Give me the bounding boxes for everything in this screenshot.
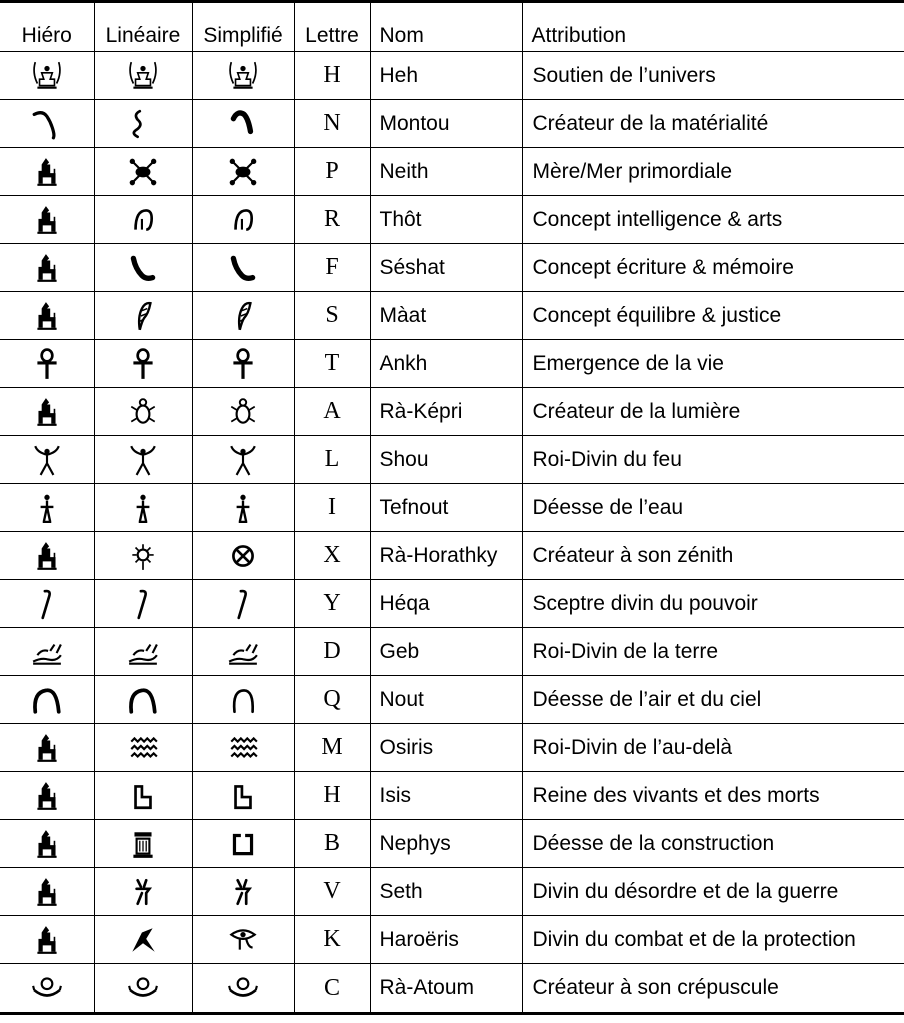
table-row: [0, 964, 904, 1014]
seated-god-with-palm-ribs-icon: [31, 60, 63, 92]
cell-simplifie: [192, 436, 294, 484]
crook-sceptre-icon: [31, 588, 63, 620]
cell-nom: Haroëris: [370, 916, 522, 964]
table-row: [0, 916, 904, 964]
cell-nom: Geb: [370, 628, 522, 676]
cell-simplifie: [192, 772, 294, 820]
table-row: [0, 580, 904, 628]
serpent-staff-icon: [31, 108, 63, 140]
cell-hiero: [0, 244, 94, 292]
cell-hiero: [0, 52, 94, 100]
cell-lettre: D: [294, 628, 370, 676]
cell-nom: Nephys: [370, 820, 522, 868]
cell-lettre: S: [294, 292, 370, 340]
table-row: [0, 724, 904, 772]
crook-sceptre-icon: [227, 588, 259, 620]
cell-attribution: Divin du désordre et de la guerre: [522, 868, 904, 916]
cell-lettre: H: [294, 772, 370, 820]
cell-nom: Héqa: [370, 580, 522, 628]
sun-barque-icon: [127, 972, 159, 1004]
cell-attribution: Créateur de la lumière: [522, 388, 904, 436]
cell-lettre: P: [294, 148, 370, 196]
cell-lettre: Y: [294, 580, 370, 628]
table-body: [0, 52, 904, 1014]
table-row: [0, 196, 904, 244]
cell-simplifie: [192, 916, 294, 964]
crossed-arrows-shield-icon: [227, 156, 259, 188]
cell-lettre: B: [294, 820, 370, 868]
cell-attribution: Sceptre divin du pouvoir: [522, 580, 904, 628]
cell-hiero: [0, 196, 94, 244]
cell-attribution: Créateur à son crépuscule: [522, 964, 904, 1014]
arch-icon: [227, 684, 259, 716]
cell-nom: Thôt: [370, 196, 522, 244]
serpent-curl-icon: [227, 108, 259, 140]
cell-attribution: Concept équilibre & justice: [522, 292, 904, 340]
cell-nom: Rà-Képri: [370, 388, 522, 436]
sun-barque-icon: [227, 972, 259, 1004]
cell-nom: Rà-Atoum: [370, 964, 522, 1014]
cell-lineaire: [94, 340, 192, 388]
cell-simplifie: [192, 628, 294, 676]
seated-deity-icon: [31, 780, 63, 812]
cell-simplifie: [192, 388, 294, 436]
ankh-icon: [31, 348, 63, 380]
cell-attribution: Emergence de la vie: [522, 340, 904, 388]
cell-lineaire: [94, 820, 192, 868]
scribe-palette-icon: [127, 252, 159, 284]
cell-simplifie: [192, 196, 294, 244]
cell-hiero: [0, 916, 94, 964]
cell-hiero: [0, 772, 94, 820]
cell-lineaire: [94, 52, 192, 100]
cell-hiero: [0, 340, 94, 388]
cell-lineaire: [94, 772, 192, 820]
cell-simplifie: [192, 820, 294, 868]
cell-simplifie: [192, 532, 294, 580]
cell-attribution: Déesse de l’eau: [522, 484, 904, 532]
cell-hiero: [0, 820, 94, 868]
cell-attribution: Créateur à son zénith: [522, 532, 904, 580]
table-row: [0, 436, 904, 484]
cell-hiero: [0, 484, 94, 532]
water-ripples-icon: [227, 732, 259, 764]
ibis-icon: [127, 204, 159, 236]
cell-simplifie: [192, 724, 294, 772]
scarab-icon: [227, 396, 259, 428]
sun-disk-icon: [127, 540, 159, 572]
open-square-icon: [227, 828, 259, 860]
standing-goddess-icon: [31, 492, 63, 524]
cell-hiero: [0, 580, 94, 628]
cell-lineaire: [94, 964, 192, 1014]
seated-deity-icon: [31, 828, 63, 860]
cell-simplifie: [192, 484, 294, 532]
feather-icon: [227, 300, 259, 332]
cell-attribution: Concept écriture & mémoire: [522, 244, 904, 292]
cell-nom: Shou: [370, 436, 522, 484]
seated-deity-icon: [31, 396, 63, 428]
cell-hiero: [0, 436, 94, 484]
serpent-icon: [127, 108, 159, 140]
raised-arms-figure-icon: [127, 444, 159, 476]
cell-hiero: [0, 964, 94, 1014]
cell-nom: Neith: [370, 148, 522, 196]
throne-icon: [127, 780, 159, 812]
cell-attribution: Roi-Divin de la terre: [522, 628, 904, 676]
cell-nom: Montou: [370, 100, 522, 148]
seated-deity-icon: [31, 732, 63, 764]
cell-simplifie: [192, 676, 294, 724]
table-row: [0, 244, 904, 292]
cell-simplifie: [192, 868, 294, 916]
cell-lettre: X: [294, 532, 370, 580]
cell-lineaire: [94, 580, 192, 628]
cell-nom: Rà-Horathky: [370, 532, 522, 580]
arching-sky-goddess-icon: [127, 684, 159, 716]
seated-deity-icon: [31, 924, 63, 956]
reclining-god-icon: [127, 636, 159, 668]
cell-hiero: [0, 676, 94, 724]
cell-attribution: Déesse de l’air et du ciel: [522, 676, 904, 724]
cell-lineaire: [94, 388, 192, 436]
seth-animal-icon: [127, 876, 159, 908]
reclining-god-icon: [31, 636, 63, 668]
table-row: [0, 388, 904, 436]
table-row: [0, 148, 904, 196]
cell-lineaire: [94, 436, 192, 484]
cell-nom: Tefnout: [370, 484, 522, 532]
cell-lineaire: [94, 148, 192, 196]
cell-hiero: [0, 100, 94, 148]
table-row: [0, 52, 904, 100]
cell-nom: Màat: [370, 292, 522, 340]
cell-simplifie: [192, 52, 294, 100]
cell-nom: Heh: [370, 52, 522, 100]
header-row: [0, 2, 904, 52]
table-row: [0, 676, 904, 724]
cell-lineaire: [94, 532, 192, 580]
cell-lineaire: [94, 100, 192, 148]
cell-lineaire: [94, 196, 192, 244]
header-lettre: Lettre: [294, 2, 370, 52]
cell-attribution: Reine des vivants et des morts: [522, 772, 904, 820]
cell-lettre: H: [294, 52, 370, 100]
table-row: [0, 100, 904, 148]
eye-of-horus-icon: [227, 924, 259, 956]
header-lineaire: Linéaire: [94, 2, 192, 52]
ibis-icon: [227, 204, 259, 236]
cell-lineaire: [94, 244, 192, 292]
seated-deity-icon: [31, 252, 63, 284]
cell-hiero: [0, 868, 94, 916]
cell-lettre: Q: [294, 676, 370, 724]
cell-hiero: [0, 148, 94, 196]
cell-lettre: A: [294, 388, 370, 436]
cell-lettre: N: [294, 100, 370, 148]
feather-icon: [127, 300, 159, 332]
table-row: [0, 772, 904, 820]
cell-nom: Nout: [370, 676, 522, 724]
cell-lettre: M: [294, 724, 370, 772]
seated-deity-icon: [31, 204, 63, 236]
cell-attribution: Déesse de la construction: [522, 820, 904, 868]
reclining-god-icon: [227, 636, 259, 668]
cell-hiero: [0, 724, 94, 772]
cell-simplifie: [192, 580, 294, 628]
cell-lettre: R: [294, 196, 370, 244]
cell-nom: Osiris: [370, 724, 522, 772]
cell-attribution: Roi-Divin de l’au-delà: [522, 724, 904, 772]
falcon-icon: [127, 924, 159, 956]
cell-simplifie: [192, 292, 294, 340]
cell-lettre: I: [294, 484, 370, 532]
cell-lineaire: [94, 628, 192, 676]
cell-simplifie: [192, 964, 294, 1014]
ankh-icon: [127, 348, 159, 380]
scribe-palette-icon: [227, 252, 259, 284]
seated-deity-icon: [31, 300, 63, 332]
cell-lettre: F: [294, 244, 370, 292]
seated-god-with-palm-ribs-icon: [127, 60, 159, 92]
cell-attribution: Soutien de l’univers: [522, 52, 904, 100]
temple-shrine-icon: [127, 828, 159, 860]
raised-arms-figure-icon: [31, 444, 63, 476]
sun-barque-icon: [31, 972, 63, 1004]
crook-sceptre-icon: [127, 588, 159, 620]
cell-attribution: Concept intelligence & arts: [522, 196, 904, 244]
cell-hiero: [0, 628, 94, 676]
cell-lettre: L: [294, 436, 370, 484]
crossed-arrows-shield-icon: [127, 156, 159, 188]
cell-hiero: [0, 292, 94, 340]
cell-hiero: [0, 532, 94, 580]
crossed-circle-icon: [227, 540, 259, 572]
table-row: [0, 820, 904, 868]
cell-nom: Isis: [370, 772, 522, 820]
table-row: [0, 340, 904, 388]
seated-deity-icon: [31, 876, 63, 908]
standing-goddess-icon: [227, 492, 259, 524]
cell-attribution: Mère/Mer primordiale: [522, 148, 904, 196]
table-row: [0, 868, 904, 916]
cell-simplifie: [192, 148, 294, 196]
cell-lettre: K: [294, 916, 370, 964]
cell-nom: Séshat: [370, 244, 522, 292]
standing-goddess-icon: [127, 492, 159, 524]
cell-hiero: [0, 388, 94, 436]
arching-sky-goddess-icon: [31, 684, 63, 716]
table-row: [0, 292, 904, 340]
seated-deity-icon: [31, 540, 63, 572]
cell-simplifie: [192, 100, 294, 148]
seated-god-with-palm-ribs-icon: [227, 60, 259, 92]
header-simplifie: Simplifié: [192, 2, 294, 52]
cell-nom: Seth: [370, 868, 522, 916]
cell-nom: Ankh: [370, 340, 522, 388]
water-ripples-icon: [127, 732, 159, 764]
table-row: [0, 484, 904, 532]
throne-icon: [227, 780, 259, 812]
header-nom: Nom: [370, 2, 522, 52]
raised-arms-figure-icon: [227, 444, 259, 476]
cell-lineaire: [94, 292, 192, 340]
cell-attribution: Créateur de la matérialité: [522, 100, 904, 148]
seth-animal-icon: [227, 876, 259, 908]
cell-lettre: T: [294, 340, 370, 388]
cell-lettre: V: [294, 868, 370, 916]
cell-lineaire: [94, 724, 192, 772]
cell-simplifie: [192, 340, 294, 388]
seated-deity-icon: [31, 156, 63, 188]
cell-lineaire: [94, 916, 192, 964]
cell-lineaire: [94, 676, 192, 724]
cell-attribution: Roi-Divin du feu: [522, 436, 904, 484]
cell-lettre: C: [294, 964, 370, 1014]
cell-attribution: Divin du combat et de la protection: [522, 916, 904, 964]
header-attribution: Attribution: [522, 2, 904, 52]
scarab-icon: [127, 396, 159, 428]
header-hiero: Hiéro: [0, 2, 94, 52]
cell-lineaire: [94, 484, 192, 532]
ankh-icon: [227, 348, 259, 380]
table-row: [0, 628, 904, 676]
cell-simplifie: [192, 244, 294, 292]
table-row: [0, 532, 904, 580]
cell-lineaire: [94, 868, 192, 916]
